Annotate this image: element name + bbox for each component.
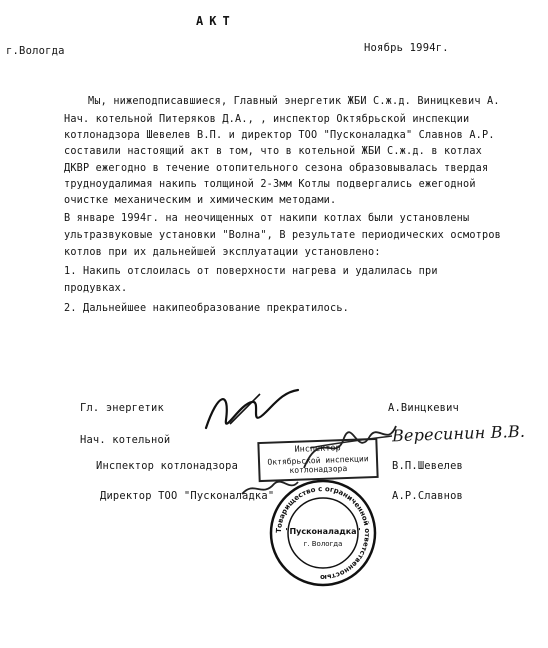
seal-outer-text: Товарищество с ограниченной ответственностью [274, 484, 372, 582]
body-line: составили настоящий акт в том, что в котельной ЖБИ С.ж.д. в котлах [64, 146, 483, 157]
signatory-title: Директор ТОО "Пусконаладка" [100, 490, 275, 502]
signatory-title: Нач. котельной [80, 434, 171, 446]
round-seal [268, 478, 378, 588]
body-line: В январе 1994г. на неочищенных от накипи котлах были установлены [64, 213, 470, 224]
document-title: АКТ [196, 14, 236, 28]
body-line: ультразвуковые установки "Волна", В результате периодических осмотров [64, 230, 502, 241]
body-line: продувках. [64, 283, 128, 294]
body-line: 1. Накипь отслоилась от поверхности нагрева и удалилась при [64, 266, 438, 277]
body-line: трудноудалимая накипь толщиной 2-3мм Котлы подвергались ежегодной [64, 179, 476, 190]
body-line: Нач. котельной Питеряков Д.А., , инспектор Октябрьской инспекции [64, 114, 470, 125]
stamp-line: Октябрьской инспекции котлонадзора [267, 454, 369, 476]
body-line: ДКВР ежегодно в течение отопительного сезона образовывалась твердая [64, 163, 489, 174]
inspector-stamp [257, 438, 378, 482]
document-date: Ноябрь 1994г. [364, 42, 449, 54]
document-city: г.Вологда [6, 45, 65, 57]
signatory-name: В.П.Шевелев [392, 460, 464, 472]
body-line: котлов при их дальнейшей эксплуатации установлено: [64, 247, 381, 258]
body-line: 2. Дальнейшее накипеобразование прекратилось. [64, 303, 350, 314]
seal-center-text: "Пусконаладка" [285, 527, 361, 536]
signatory-title: Инспектор котлонадзора [96, 460, 239, 472]
body-line: Мы, нижеподписавшиеся, Главный энергетик ЖБИ С.ж.д. Виницкевич А. [88, 96, 500, 107]
seal-city-text: г. Вологда [303, 540, 343, 548]
body-line: котлонадзора Шевелев В.П. и директор ТОО "Пусконаладка" Славнов А.Р. [64, 130, 495, 141]
handwritten-name: Вересинин В.В. [391, 421, 526, 446]
signatory-name: А.Р.Славнов [392, 490, 464, 502]
signatory-title: Гл. энергетик [80, 402, 164, 414]
handwritten-signature-energetic [200, 384, 310, 444]
body-line: очистке механическим и химическим методами. [64, 195, 337, 206]
stamp-line: Инспектор [294, 443, 341, 455]
signatory-name: А.Винцкевич [388, 402, 460, 414]
